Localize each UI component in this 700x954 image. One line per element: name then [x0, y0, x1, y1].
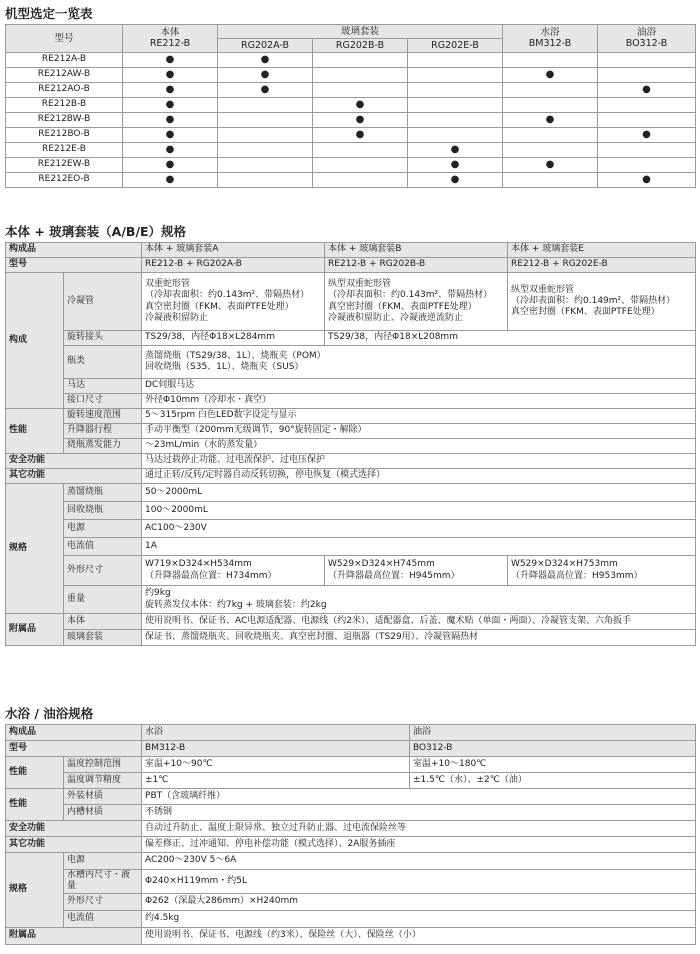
mark-cell	[503, 98, 598, 113]
mark-cell	[503, 128, 598, 143]
dimensions-e: W529×D324×H753mm （升降器最高位置：H953mm）	[508, 556, 696, 586]
model-selection-table	[5, 24, 696, 188]
mark-cell: ●	[598, 128, 696, 143]
temp-range-oil: 室温+10～180℃	[410, 757, 696, 773]
header-set-a: 本体 + 玻璃套装A	[142, 243, 325, 258]
weight-value: 约9kg 旋转蒸发仪本体：约7kg + 玻璃套装：约2kg	[142, 586, 696, 614]
mark-cell: ●	[313, 113, 408, 128]
group-performance-2: 性能	[6, 789, 64, 821]
model-cell: RE212B-B	[6, 98, 123, 113]
mark-cell: ●	[123, 98, 218, 113]
mark-cell	[218, 158, 313, 173]
label-inner-material: 内槽材质	[64, 805, 142, 821]
mark-cell	[408, 128, 503, 143]
label-distill-flask: 蒸馏烧瓶	[64, 484, 142, 502]
tank-size-value: Φ240×H119mm・约5L	[142, 870, 696, 894]
label-evaporation: 烧瓶蒸发能力	[64, 439, 142, 454]
header-glass-set: 玻璃套装	[218, 25, 503, 39]
other-functions-value: 偏差修正、过冲通知、停电补偿功能（模式选择）、2A服务插座	[142, 837, 696, 853]
mark-cell: ●	[218, 83, 313, 98]
temp-accuracy-oil: ±1.5℃（水）、±2℃（油）	[410, 773, 696, 789]
accessories-value: 使用说明书、保证书、电源线（约3米）、保险丝（大）、保险丝（小）	[142, 927, 696, 944]
label-motor: 马达	[64, 379, 142, 394]
mark-cell	[313, 158, 408, 173]
model-oil: BO312-B	[410, 741, 696, 757]
distill-flask-value: 50～2000mL	[142, 484, 696, 502]
label-speed-range: 旋转速度范围	[64, 409, 142, 424]
mark-cell: ●	[313, 98, 408, 113]
label-temp-range: 温度控制范围	[64, 757, 142, 773]
mark-cell: ●	[123, 173, 218, 188]
header-model: 型号	[6, 741, 142, 757]
mark-cell	[313, 143, 408, 158]
label-other-functions: 其它功能	[6, 837, 142, 853]
table-row	[6, 143, 696, 158]
section-title-model-selection: 机型选定一览表	[5, 6, 93, 21]
group-specifications: 规格	[6, 484, 64, 614]
condenser-b: 纵型双重蛇形管 （冷却表面积：约0.143m²、带隔热材） 真空密封圈（FKM、表面PTFE处理） 冷凝液积留防止、冷凝液逆流防止	[325, 273, 508, 331]
table-row	[6, 173, 696, 188]
group-performance: 性能	[6, 409, 64, 454]
mark-cell: ●	[408, 143, 503, 158]
header-glass-b: RG202B-B	[313, 39, 408, 53]
mark-cell	[218, 113, 313, 128]
motor-value: DC伺服马达	[142, 379, 696, 394]
table-row	[6, 68, 696, 83]
header-oil: 油浴	[410, 725, 696, 741]
mark-cell: ●	[503, 113, 598, 128]
mark-cell	[598, 143, 696, 158]
label-rotary-joint: 旋转接头	[64, 331, 142, 346]
group-accessories: 附属品	[6, 614, 64, 646]
header-glass-a: RG202A-B	[218, 39, 313, 53]
recovery-flask-value: 100～2000mL	[142, 502, 696, 520]
mark-cell: ●	[218, 68, 313, 83]
power-value: AC100～230V	[142, 520, 696, 538]
model-cell: RE212BO-B	[6, 128, 123, 143]
safety-value: 自动过升防止、温度上限异常、独立过升防止器、过电流保险丝等	[142, 821, 696, 837]
acc-body-value: 使用说明书、保证书、AC电源适配器、电源线（约2米）、适配器盒、后盖、魔术贴（单面・两面）、冷凝管支架、六角扳手	[142, 614, 696, 630]
label-flasks: 瓶类	[64, 346, 142, 379]
port-size-value: 外径Φ10mm（冷却水・真空）	[142, 394, 696, 409]
header-model: 型号	[6, 25, 123, 53]
section-title-bath-spec: 水浴 / 油浴规格	[5, 706, 94, 721]
table-row	[6, 128, 696, 143]
lift-stroke-value: 手动平衡型（200mm无级调节，90°旋转固定・解除）	[142, 424, 696, 439]
mark-cell	[218, 143, 313, 158]
label-power: 电源	[64, 853, 142, 870]
header-body: 本体 RE212-B	[123, 25, 218, 53]
dimensions-b: W529×D324×H745mm （升降器最高位置：H945mm）	[325, 556, 508, 586]
mark-cell: ●	[123, 158, 218, 173]
model-cell: RE212A-B	[6, 53, 123, 68]
current-value: 约4.5kg	[142, 910, 696, 927]
evaporation-value: ～23mL/min（水的蒸发量）	[142, 439, 696, 454]
label-condenser: 冷凝管	[64, 273, 142, 331]
header-product: 构成品	[6, 725, 142, 741]
label-dimensions: 外形尺寸	[64, 556, 142, 586]
mark-cell	[408, 98, 503, 113]
mark-cell	[503, 173, 598, 188]
model-cell: RE212EW-B	[6, 158, 123, 173]
outer-material-value: PBT（含玻璃纤维）	[142, 789, 696, 805]
label-safety: 安全功能	[6, 821, 142, 837]
mark-cell	[503, 83, 598, 98]
mark-cell	[503, 53, 598, 68]
mark-cell: ●	[123, 113, 218, 128]
label-recovery-flask: 回收烧瓶	[64, 502, 142, 520]
other-functions-value: 通过正转/反转/定时器自动反转切换，停电恢复（模式选择）	[142, 469, 696, 484]
label-dimensions: 外形尺寸	[64, 893, 142, 910]
safety-value: 马达过载停止功能、过电流保护、过电压保护	[142, 454, 696, 469]
label-outer-material: 外装材质	[64, 789, 142, 805]
mark-cell	[598, 158, 696, 173]
mark-cell: ●	[313, 128, 408, 143]
mark-cell	[218, 98, 313, 113]
group-specifications: 规格	[6, 853, 64, 928]
mark-cell	[598, 68, 696, 83]
mark-cell	[408, 68, 503, 83]
mark-cell: ●	[123, 143, 218, 158]
model-a: RE212-B + RG202A-B	[142, 258, 325, 273]
temp-range-water: 室温+10～90℃	[142, 757, 410, 773]
inner-material-value: 不锈钢	[142, 805, 696, 821]
header-set-b: 本体 + 玻璃套装B	[325, 243, 508, 258]
mark-cell: ●	[123, 68, 218, 83]
header-water-bath: 水浴 BM312-B	[503, 25, 598, 53]
mark-cell	[598, 98, 696, 113]
header-water: 水浴	[142, 725, 410, 741]
label-acc-body: 本体	[64, 614, 142, 630]
mark-cell: ●	[123, 128, 218, 143]
label-tank-size: 水槽内尺寸・液量	[64, 870, 142, 894]
group-composition: 构成	[6, 273, 64, 409]
glass-spec-table	[5, 242, 696, 646]
mark-cell	[313, 53, 408, 68]
dimensions-a: W719×D324×H534mm （升降器最高位置：H734mm）	[142, 556, 325, 586]
label-weight: 重量	[64, 586, 142, 614]
model-cell: RE212EO-B	[6, 173, 123, 188]
mark-cell	[503, 143, 598, 158]
label-safety: 安全功能	[6, 454, 142, 469]
mark-cell	[598, 53, 696, 68]
mark-cell: ●	[123, 83, 218, 98]
group-performance: 性能	[6, 757, 64, 789]
acc-glass-value: 保证书、蒸馏烧瓶夹、回收烧瓶夹、真空密封圈、退瓶器（TS29用）、冷凝管隔热材	[142, 630, 696, 646]
table-row	[6, 113, 696, 128]
condenser-e: 纵型双重蛇形管 （冷却表面积：约0.149m²、带隔热材） 真空密封圈（FKM、表面PTFE处理）	[508, 273, 696, 331]
model-b: RE212-B + RG202B-B	[325, 258, 508, 273]
model-cell: RE212AO-B	[6, 83, 123, 98]
label-port-size: 接口尺寸	[64, 394, 142, 409]
mark-cell	[408, 53, 503, 68]
header-model: 型号	[6, 258, 142, 273]
model-water: BM312-B	[142, 741, 410, 757]
model-cell: RE212E-B	[6, 143, 123, 158]
label-temp-accuracy: 温度调节精度	[64, 773, 142, 789]
label-acc-glass: 玻璃套装	[64, 630, 142, 646]
mark-cell: ●	[598, 173, 696, 188]
mark-cell: ●	[123, 53, 218, 68]
mark-cell	[408, 113, 503, 128]
temp-accuracy-water: ±1℃	[142, 773, 410, 789]
mark-cell: ●	[503, 68, 598, 83]
mark-cell	[313, 173, 408, 188]
mark-cell: ●	[408, 173, 503, 188]
mark-cell	[408, 83, 503, 98]
label-current: 电流值	[64, 910, 142, 927]
current-value: 1A	[142, 538, 696, 556]
label-current: 电流值	[64, 538, 142, 556]
table-row	[6, 53, 696, 68]
table-row	[6, 158, 696, 173]
mark-cell	[598, 113, 696, 128]
bath-spec-table	[5, 724, 696, 945]
flasks-value: 蒸馏烧瓶（TS29/38、1L）、烧瓶夹（POM） 回收烧瓶（S35、1L）、烧瓶夹（SUS）	[142, 346, 696, 379]
header-product: 构成品	[6, 243, 142, 258]
dimensions-value: Φ262（深最大286mm）×H240mm	[142, 893, 696, 910]
label-other-functions: 其它功能	[6, 469, 142, 484]
section-title-glass-spec: 本体 + 玻璃套装（A/B/E）规格	[5, 224, 187, 239]
rotary-joint-be: TS29/38，内径Φ18×L208mm	[325, 331, 696, 346]
mark-cell: ●	[598, 83, 696, 98]
header-oil-bath: 油浴 BO312-B	[598, 25, 696, 53]
label-lift-stroke: 升降器行程	[64, 424, 142, 439]
mark-cell	[313, 83, 408, 98]
table-row	[6, 98, 696, 113]
model-e: RE212-B + RG202E-B	[508, 258, 696, 273]
mark-cell: ●	[218, 53, 313, 68]
rotary-joint-a: TS29/38，内径Φ18×L284mm	[142, 331, 325, 346]
label-power: 电源	[64, 520, 142, 538]
table-row	[6, 83, 696, 98]
condenser-a: 双重蛇形管 （冷却表面积：约0.143m²、带隔热材） 真空密封圈（FKM、表面PTFE处理） 冷凝液积留防止	[142, 273, 325, 331]
power-value: AC200～230V 5～6A	[142, 853, 696, 870]
mark-cell: ●	[503, 158, 598, 173]
mark-cell: ●	[408, 158, 503, 173]
header-set-e: 本体 + 玻璃套装E	[508, 243, 696, 258]
mark-cell	[218, 128, 313, 143]
mark-cell	[218, 173, 313, 188]
mark-cell	[313, 68, 408, 83]
speed-range-value: 5～315rpm 白色LED数字设定与显示	[142, 409, 696, 424]
header-glass-e: RG202E-B	[408, 39, 503, 53]
label-accessories: 附属品	[6, 927, 142, 944]
model-cell: RE212BW-B	[6, 113, 123, 128]
model-cell: RE212AW-B	[6, 68, 123, 83]
